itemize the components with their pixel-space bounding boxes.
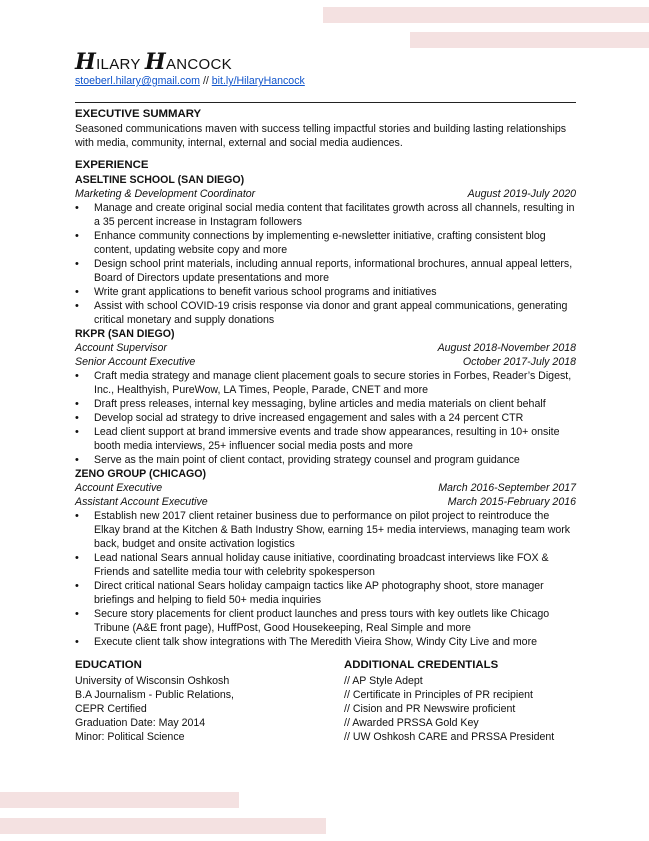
- role-title: Account Supervisor: [75, 342, 167, 354]
- header-divider: [75, 102, 576, 103]
- credential-line: // Cision and PR Newswire proficient: [344, 703, 516, 715]
- role-dates: August 2019-July 2020: [467, 188, 576, 200]
- education-section: [75, 658, 344, 744]
- bullet-item: • Develop social ad strategy to drive increased engagement and sales with a 24 percent CTR: [94, 411, 576, 425]
- name-first-rest: ILARY: [96, 56, 141, 73]
- role-row: [75, 187, 576, 201]
- education-lines: [75, 674, 344, 744]
- contact-links: [75, 75, 576, 88]
- education-line: University of Wisconsin Oshkosh: [75, 675, 230, 687]
- bullet-item: • Establish new 2017 client retainer business due to performance on pilot project to reintroduce the Elkay brand at the Kitchen & Bath Industry Show, earning 15+ media interviews, managing team work back, budget and onsite activation logistics: [94, 509, 576, 551]
- job-bullets: [75, 509, 576, 649]
- name-first-initial: H: [75, 49, 97, 75]
- decorative-bar-top-2: [410, 32, 649, 48]
- job-entry: [75, 173, 576, 327]
- decorative-bar-bottom-1: [0, 792, 239, 808]
- bullet-item: • Draft press releases, internal key messaging, byline articles and media materials on client behalf: [94, 397, 576, 411]
- email-link[interactable]: stoeberl.hilary@gmail.com: [75, 75, 200, 87]
- bottom-columns: [75, 658, 576, 744]
- bullet-item: • Assist with school COVID-19 crisis response via donor and grant appeal communications, generating critical monetary and supply donations: [94, 299, 576, 327]
- role-title: Senior Account Executive: [75, 356, 196, 368]
- resume-name: [75, 51, 576, 76]
- bullet-item: • Manage and create original social media content that facilitates growth across all channels, resulting in a 35 percent increase in Instagram followers: [94, 201, 576, 229]
- company-name: ZENO GROUP (CHICAGO): [75, 468, 207, 480]
- role-row: [75, 341, 576, 355]
- summary-heading: EXECUTIVE SUMMARY: [75, 108, 202, 120]
- role-title: Marketing & Development Coordinator: [75, 188, 256, 200]
- bullet-item: • Lead national Sears annual holiday cause initiative, coordinating broadcast interviews like FOX & Friends and satellite media tour with celebrity spokesperson: [94, 551, 576, 579]
- summary-text: Seasoned communications maven with success telling impactful stories and building lasting relationships with media, community, internal, external and social media audiences.: [75, 123, 567, 149]
- credential-line: // UW Oshkosh CARE and PRSSA President: [344, 731, 555, 743]
- role-row: [75, 481, 576, 495]
- bullet-item: • Craft media strategy and manage client placement goals to secure stories in Forbes, Reader’s Digest, Inc., Healthyish, PureWow, LA Times, People, Parade, CNET and more: [94, 369, 576, 397]
- credentials-section: [344, 658, 576, 744]
- bullet-item: • Lead client support at brand immersive events and trade show appearances, resulting in 10+ onsite booth media interviews, 25+ influencer social media posts and more: [94, 425, 576, 453]
- education-line: B.A Journalism - Public Relations,: [75, 689, 234, 701]
- role-dates: October 2017-July 2018: [462, 356, 576, 368]
- job-bullets: [75, 369, 576, 467]
- role-row: [75, 495, 576, 509]
- website-link[interactable]: bit.ly/HilaryHancock: [211, 75, 305, 87]
- bullet-item: • Write grant applications to benefit various school programs and initiatives: [94, 285, 576, 299]
- resume-page: [75, 51, 576, 744]
- credential-line: // AP Style Adept: [344, 675, 423, 687]
- education-line: Minor: Political Science: [75, 731, 185, 743]
- bullet-item: • Enhance community connections by implementing e-newsletter initiative, crafting consistent blog content, updating website copy and more: [94, 229, 576, 257]
- job-entry: [75, 327, 576, 467]
- education-line: CEPR Certified: [75, 703, 147, 715]
- education-heading: EDUCATION: [75, 659, 142, 671]
- decorative-bar-top-1: [323, 7, 649, 23]
- link-separator: //: [202, 75, 209, 87]
- name-last-initial: H: [144, 49, 166, 75]
- role-dates: March 2016-September 2017: [438, 482, 576, 494]
- credential-line: // Certificate in Principles of PR recipient: [344, 689, 533, 701]
- company-name: RKPR (SAN DIEGO): [75, 328, 175, 340]
- name-last-rest: ANCOCK: [165, 56, 232, 73]
- role-dates: August 2018-November 2018: [437, 342, 576, 354]
- job-bullets: [75, 201, 576, 327]
- experience-jobs: [75, 173, 576, 649]
- decorative-bar-bottom-2: [0, 818, 326, 834]
- bullet-item: • Serve as the main point of client contact, providing strategy counsel and program guidance: [94, 453, 576, 467]
- bullet-item: • Execute client talk show integrations with The Meredith Vieira Show, Windy City Live and more: [94, 635, 576, 649]
- education-line: Graduation Date: May 2014: [75, 717, 206, 729]
- credential-line: // Awarded PRSSA Gold Key: [344, 717, 479, 729]
- role-dates: March 2015-February 2016: [447, 496, 576, 508]
- bullet-item: • Secure story placements for client product launches and press tours with key outlets like Chicago Tribune (A&E front page), HuffPost, Good Housekeeping, Real Simple and more: [94, 607, 576, 635]
- job-entry: [75, 467, 576, 649]
- company-name: ASELTINE SCHOOL (SAN DIEGO): [75, 174, 245, 186]
- experience-heading: EXPERIENCE: [75, 159, 149, 171]
- credentials-heading: ADDITIONAL CREDENTIALS: [344, 659, 499, 671]
- role-title: Account Executive: [75, 482, 163, 494]
- role-row: [75, 355, 576, 369]
- role-title: Assistant Account Executive: [75, 496, 208, 508]
- credentials-lines: [344, 674, 576, 744]
- bullet-item: • Direct critical national Sears holiday campaign tactics like AP photography shoot, store manager briefings and helping to field 50+ media inquiries: [94, 579, 576, 607]
- bullet-item: • Design school print materials, including annual reports, informational brochures, annual appeal letters, Board of Directors update presentations and more: [94, 257, 576, 285]
